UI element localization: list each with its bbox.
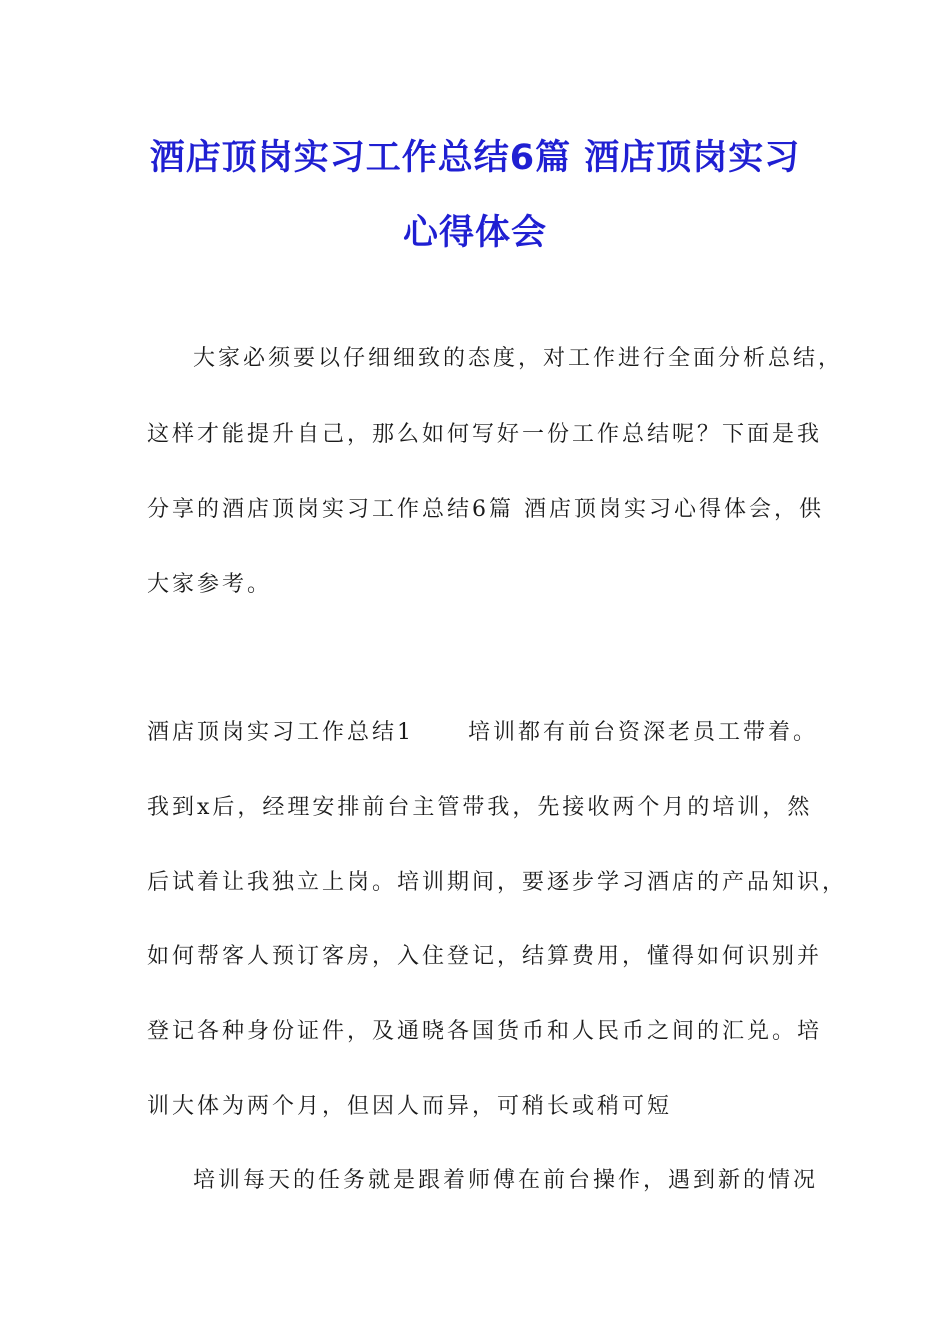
document-title-line-2: 心得体会 (402, 213, 547, 253)
intro-line-2: 这样才能提升自己，那么如何写好一份工作总结呢？下面是我 (147, 422, 823, 447)
section-1-body-line-3: 如何帮客人预订客房，入住登记，结算费用，懂得如何识别并 (147, 944, 823, 969)
section-1-body-line-5: 训大体为两个月，但因人而异，可稍长或稍可短 (147, 1094, 673, 1119)
section-1-body-line-4: 登记各种身份证件，及通晓各国货币和人民币之间的汇兑。培 (147, 1019, 823, 1044)
section-1-heading-row (147, 718, 819, 748)
document-title-line-1: 酒店顶岗实习工作总结6篇 酒店顶岗实习 (149, 138, 801, 178)
section-1-para-2-line-1: 培训每天的任务就是跟着师傅在前台操作，遇到新的情况 (193, 1168, 819, 1193)
intro-line-3: 分享的酒店顶岗实习工作总结6篇 酒店顶岗实习心得体会，供 (147, 497, 824, 522)
section-1-heading: 酒店顶岗实习工作总结1 (147, 720, 414, 745)
section-1-body-line-2: 后试着让我独立上岗。培训期间，要逐步学习酒店的产品知识， (147, 870, 848, 895)
section-1-heading-tail: 培训都有前台资深老员工带着。 (468, 720, 819, 745)
intro-line-1: 大家必须要以仔细细致的态度，对工作进行全面分析总结， (193, 346, 844, 371)
intro-line-4: 大家参考。 (147, 572, 273, 597)
section-1-body-line-1: 我到x后，经理安排前台主管带我，先接收两个月的培训，然 (147, 795, 813, 820)
